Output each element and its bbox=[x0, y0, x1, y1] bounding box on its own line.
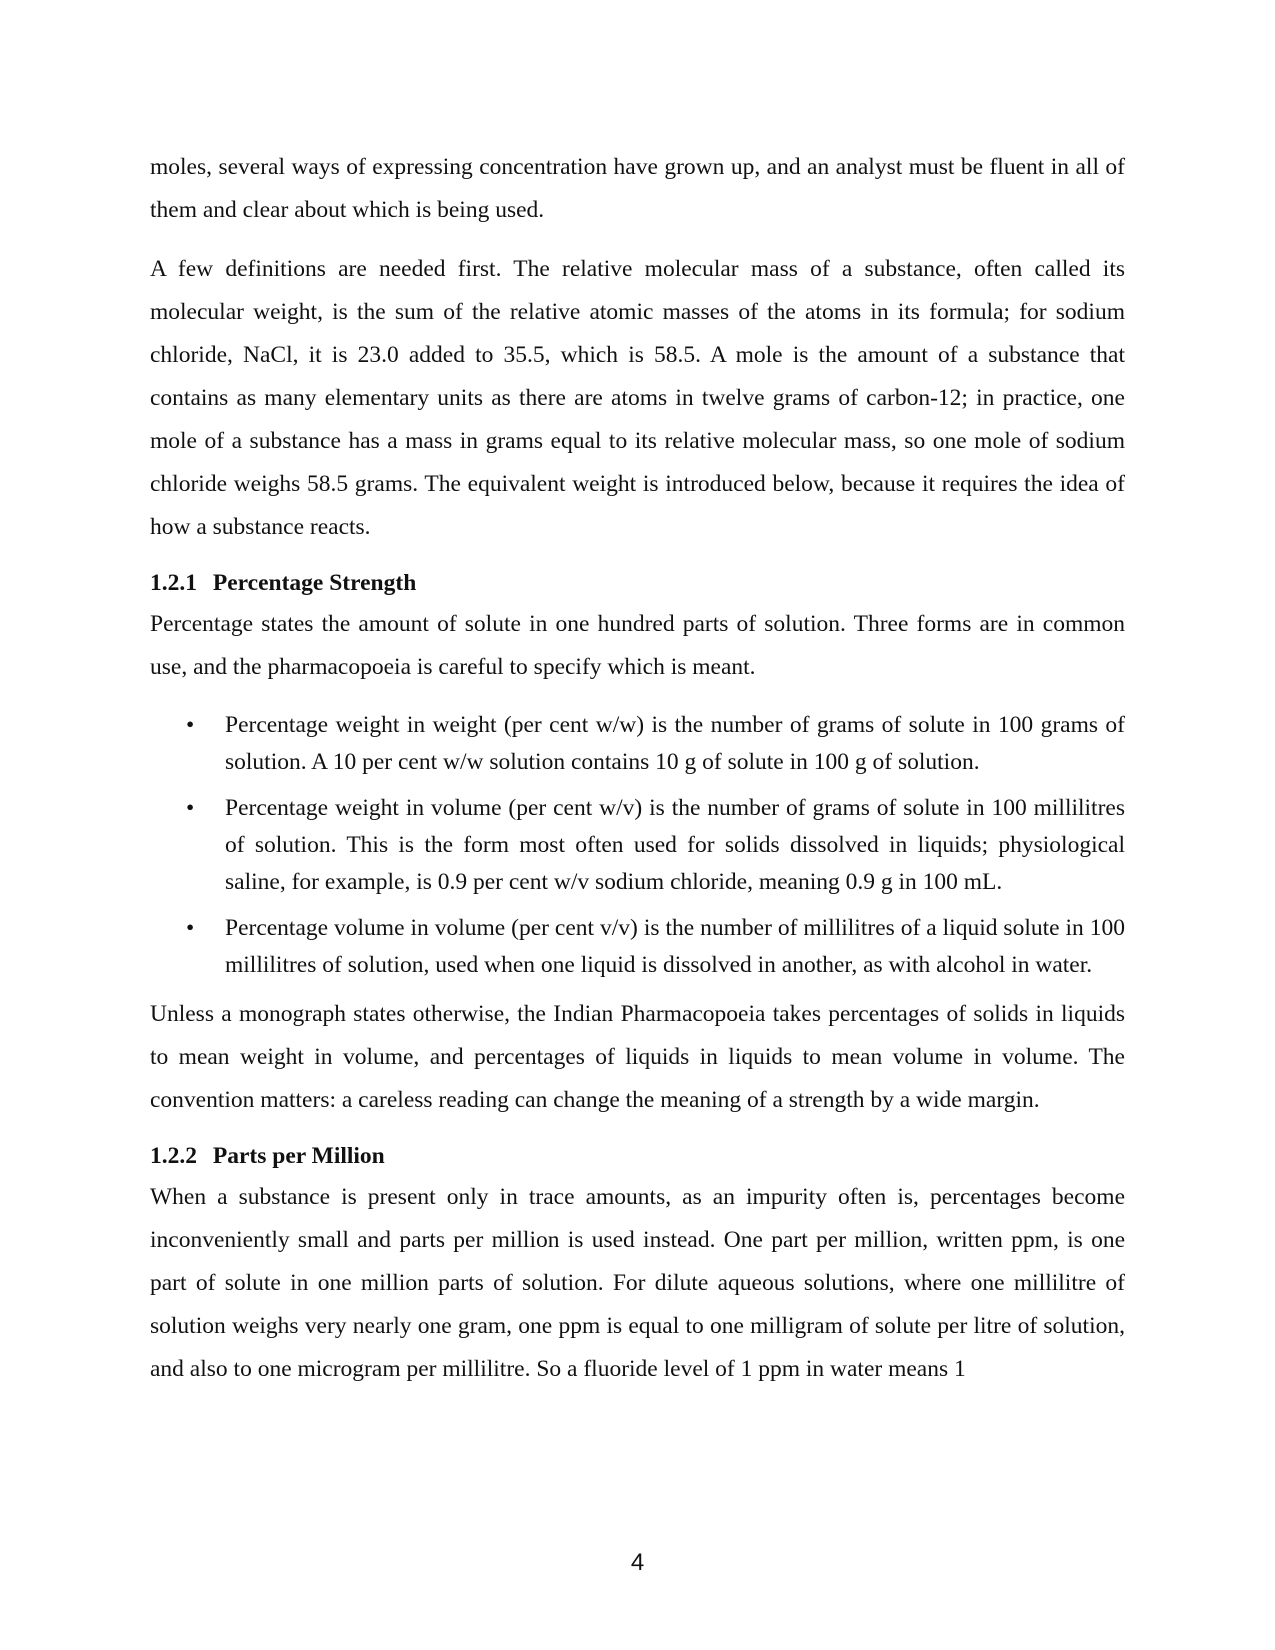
page-number: 4 bbox=[630, 1549, 645, 1576]
paragraph-pharmacopoeia-convention: Unless a monograph states otherwise, the Indian Pharmacopoeia takes percentages of solids in liquids to mean weight in volume, and percentages of liquids in liquids to mean volume in volume. The convention matters: a careless reading can change the meaning of a strength by a wide margin. bbox=[150, 1001, 1125, 1113]
paragraph-ppm: When a substance is present only in trace amounts, as an impurity often is, percentages become inconveniently small and parts per million is used instead. One part per million, written ppm, is one part of solute in one million parts of solution. For dilute aqueous solutions, where one millilitre of solution weighs very nearly one gram, one ppm is equal to one milligram of solute per litre of solution, and also to one microgram per millilitre. So a fluoride level of 1 ppm in water means 1 bbox=[150, 1184, 1125, 1382]
section-number: 1.2.2 bbox=[150, 1143, 197, 1169]
list-item bbox=[150, 707, 1125, 781]
paragraph-percentage-intro: Percentage states the amount of solute in one hundred parts of solution. Three forms are in common use, and the pharmacopoeia is careful to specify which is meant. bbox=[150, 611, 1125, 680]
list-item bbox=[150, 910, 1125, 984]
section-title: Parts per Million bbox=[212, 1143, 385, 1169]
bullet-icon: • bbox=[186, 915, 195, 941]
list-item-text: Percentage weight in volume (per cent w/v) is the number of grams of solute in 100 millilitres of solution. This is the form most often used for solids dissolved in liquids; physiological saline, for example, is 0.9 per cent w/v sodium chloride, meaning 0.9 g in 100 mL. bbox=[225, 795, 1125, 895]
paragraph-continuation: moles, several ways of expressing concentration have grown up, and an analyst must be fluent in all of them and clear about which is being used. bbox=[150, 154, 1125, 223]
section-number: 1.2.1 bbox=[150, 570, 197, 596]
section-title: Percentage Strength bbox=[212, 570, 417, 596]
percentage-forms-list bbox=[150, 707, 1125, 984]
bullet-icon: • bbox=[186, 712, 195, 738]
list-item-text: Percentage volume in volume (per cent v/v) is the number of millilitres of a liquid solute in 100 millilitres of solution, used when one liquid is dissolved in another, as with alcohol in water. bbox=[225, 915, 1125, 978]
bullet-icon: • bbox=[186, 795, 195, 821]
page-body bbox=[150, 146, 1125, 1391]
section-heading-percentage-strength bbox=[150, 563, 1125, 603]
list-item-text: Percentage weight in weight (per cent w/w) is the number of grams of solute in 100 grams of solution. A 10 per cent w/w solution contains 10 g of solute in 100 g of solution. bbox=[225, 712, 1125, 775]
list-item bbox=[150, 790, 1125, 901]
paragraph-definitions: A few definitions are needed first. The relative molecular mass of a substance, often called its molecular weight, is the sum of the relative atomic masses of the atoms in its formula; for sodium chloride, NaCl, it is 23.0 added to 35.5, which is 58.5. A mole is the amount of a substance that contains as many elementary units as there are atoms in twelve grams of carbon-12; in practice, one mole of a substance has a mass in grams equal to its relative molecular mass, so one mole of sodium chloride weighs 58.5 grams. The equivalent weight is introduced below, because it requires the idea of how a substance reacts. bbox=[150, 256, 1125, 540]
section-heading-parts-per-million bbox=[150, 1136, 1125, 1176]
